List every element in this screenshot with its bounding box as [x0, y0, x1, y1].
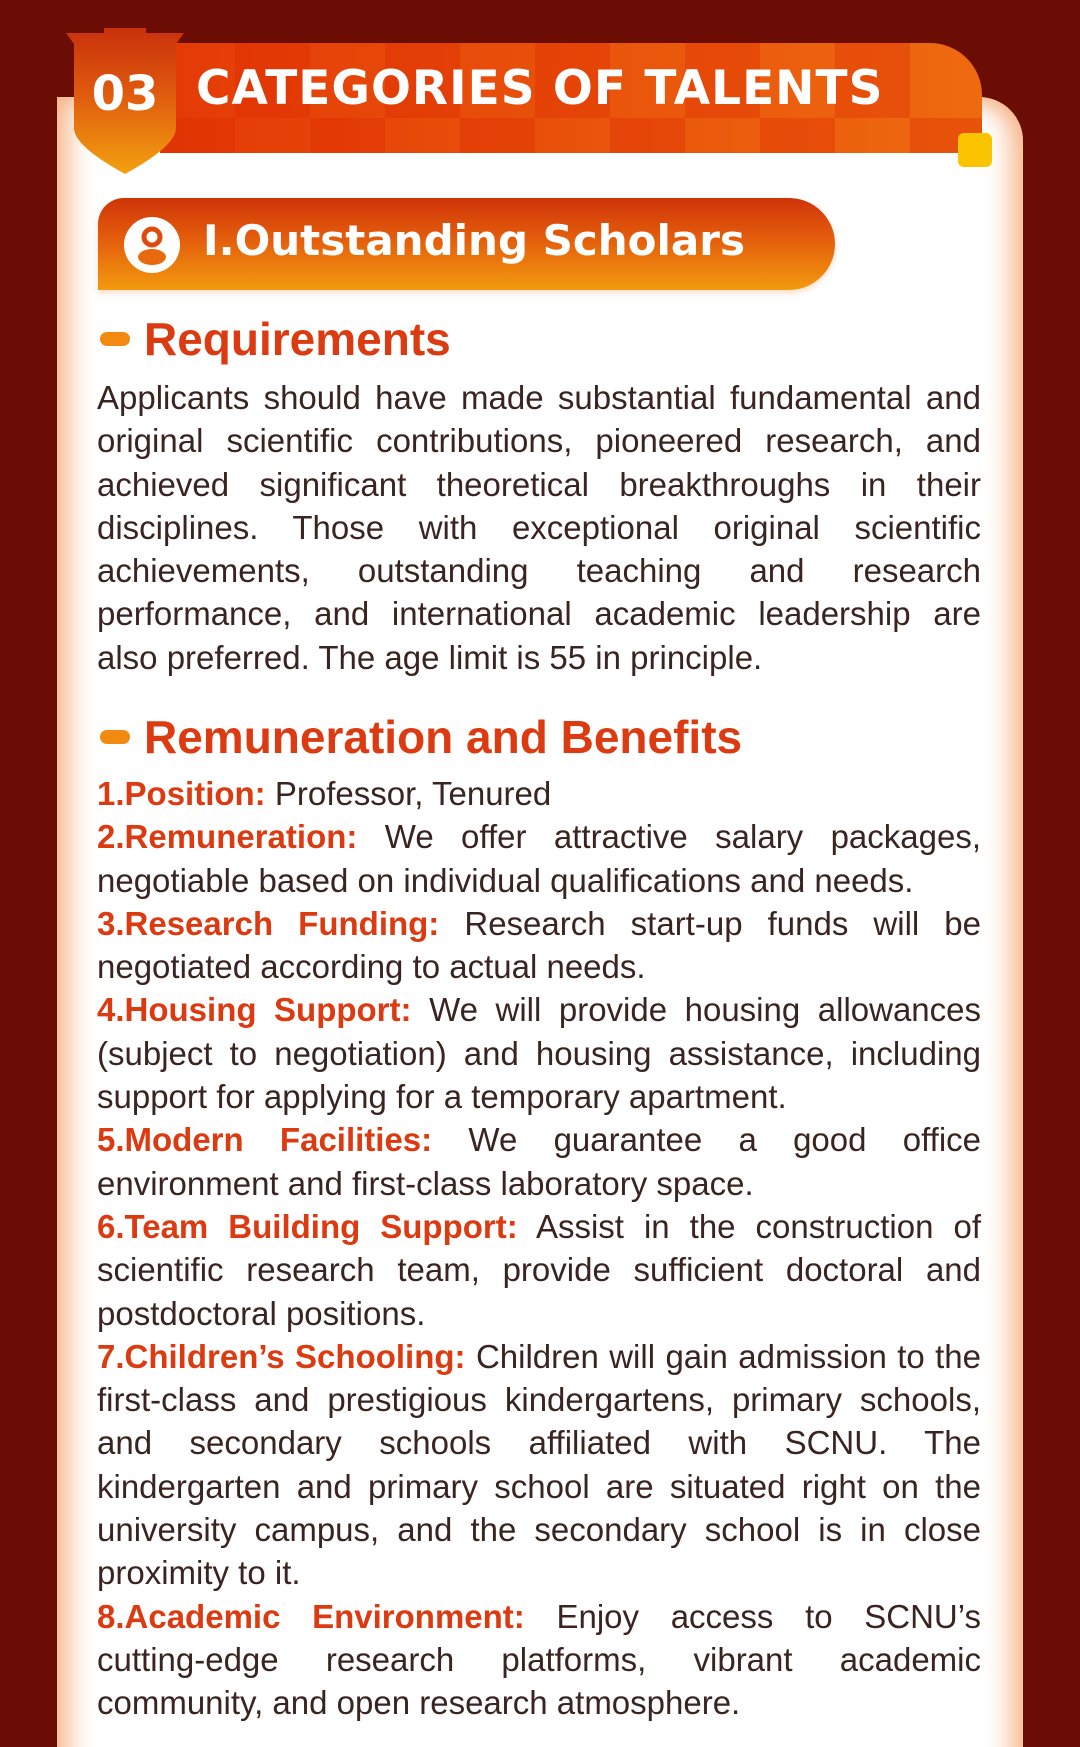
benefit-text: We will provide housing allowances (subject to negotiation) and housing assistance, including support for applying for a temporary apartment. — [97, 991, 982, 1116]
benefit-text: We guarantee a good office environment and first-class laboratory space. — [97, 1121, 982, 1202]
section-number: 03 — [91, 66, 159, 122]
benefit-item — [97, 988, 981, 1118]
benefit-text: Enjoy access to SCNU’s cutting-edge research platforms, vibrant academic community, and open research atmosphere. — [97, 1597, 982, 1722]
benefit-label: 5.Modern Facilities: — [97, 1121, 433, 1159]
benefit-item — [97, 1595, 981, 1725]
section-header-banner — [160, 43, 982, 153]
benefit-label: 8.Academic Environment: — [97, 1597, 525, 1635]
section-number-badge — [66, 28, 184, 174]
requirements-text: Applicants should have made substantial fundamental and original scientific contributions, pioneered research, and achieved significant theoretical breakthroughs in their disciplines. Those with exceptional original scientific achievements, outstanding teaching and research performance, and international academic leadership are also preferred. The age limit is 55 in principle. — [97, 379, 981, 676]
dash-bullet-icon — [100, 332, 130, 346]
benefit-text: Professor, Tenured — [274, 775, 552, 812]
section-title: CATEGORIES OF TALENTS — [196, 61, 884, 116]
benefit-label: 4.Housing Support: — [97, 991, 412, 1029]
benefit-text: Research start-up funds will be negotiated according to actual needs. — [97, 904, 982, 986]
benefit-item — [97, 902, 981, 989]
benefit-item — [97, 772, 981, 815]
decorative-square — [958, 133, 992, 167]
benefit-label: 2.Remuneration: — [97, 818, 358, 856]
user-icon — [124, 217, 180, 273]
benefit-label: 3.Research Funding: — [97, 904, 440, 942]
benefit-item — [97, 1205, 981, 1335]
requirements-heading-text: Requirements — [144, 313, 451, 365]
benefit-label: 1.Position: — [97, 775, 266, 812]
benefit-text: We offer attractive salary packages, negotiable based on individual qualifications and needs. — [97, 818, 981, 899]
benefits-heading — [100, 710, 742, 764]
category-title: I.Outstanding Scholars — [203, 216, 745, 265]
benefit-label: 6.Team Building Support: — [97, 1207, 518, 1245]
benefit-text: Children will gain admission to the first-class and prestigious kindergartens, primary schools, and secondary schools affiliated with SCNU. The kindergarten and primary school are situated right on the university campus, and the secondary school is in close proximity to it. — [97, 1337, 981, 1592]
benefit-item — [97, 1118, 981, 1205]
benefit-text: Assist in the construction of scientific research team, provide sufficient doctoral and postdoctoral positions. — [97, 1207, 981, 1332]
benefit-label: 7.Children’s Schooling: — [97, 1337, 466, 1375]
dash-bullet-icon — [100, 730, 130, 744]
category-title-bar — [98, 198, 835, 290]
benefit-item — [97, 815, 981, 902]
benefits-list — [97, 772, 981, 1725]
requirements-heading — [100, 312, 451, 366]
benefit-item — [97, 1335, 981, 1595]
benefits-heading-text: Remuneration and Benefits — [144, 711, 743, 763]
